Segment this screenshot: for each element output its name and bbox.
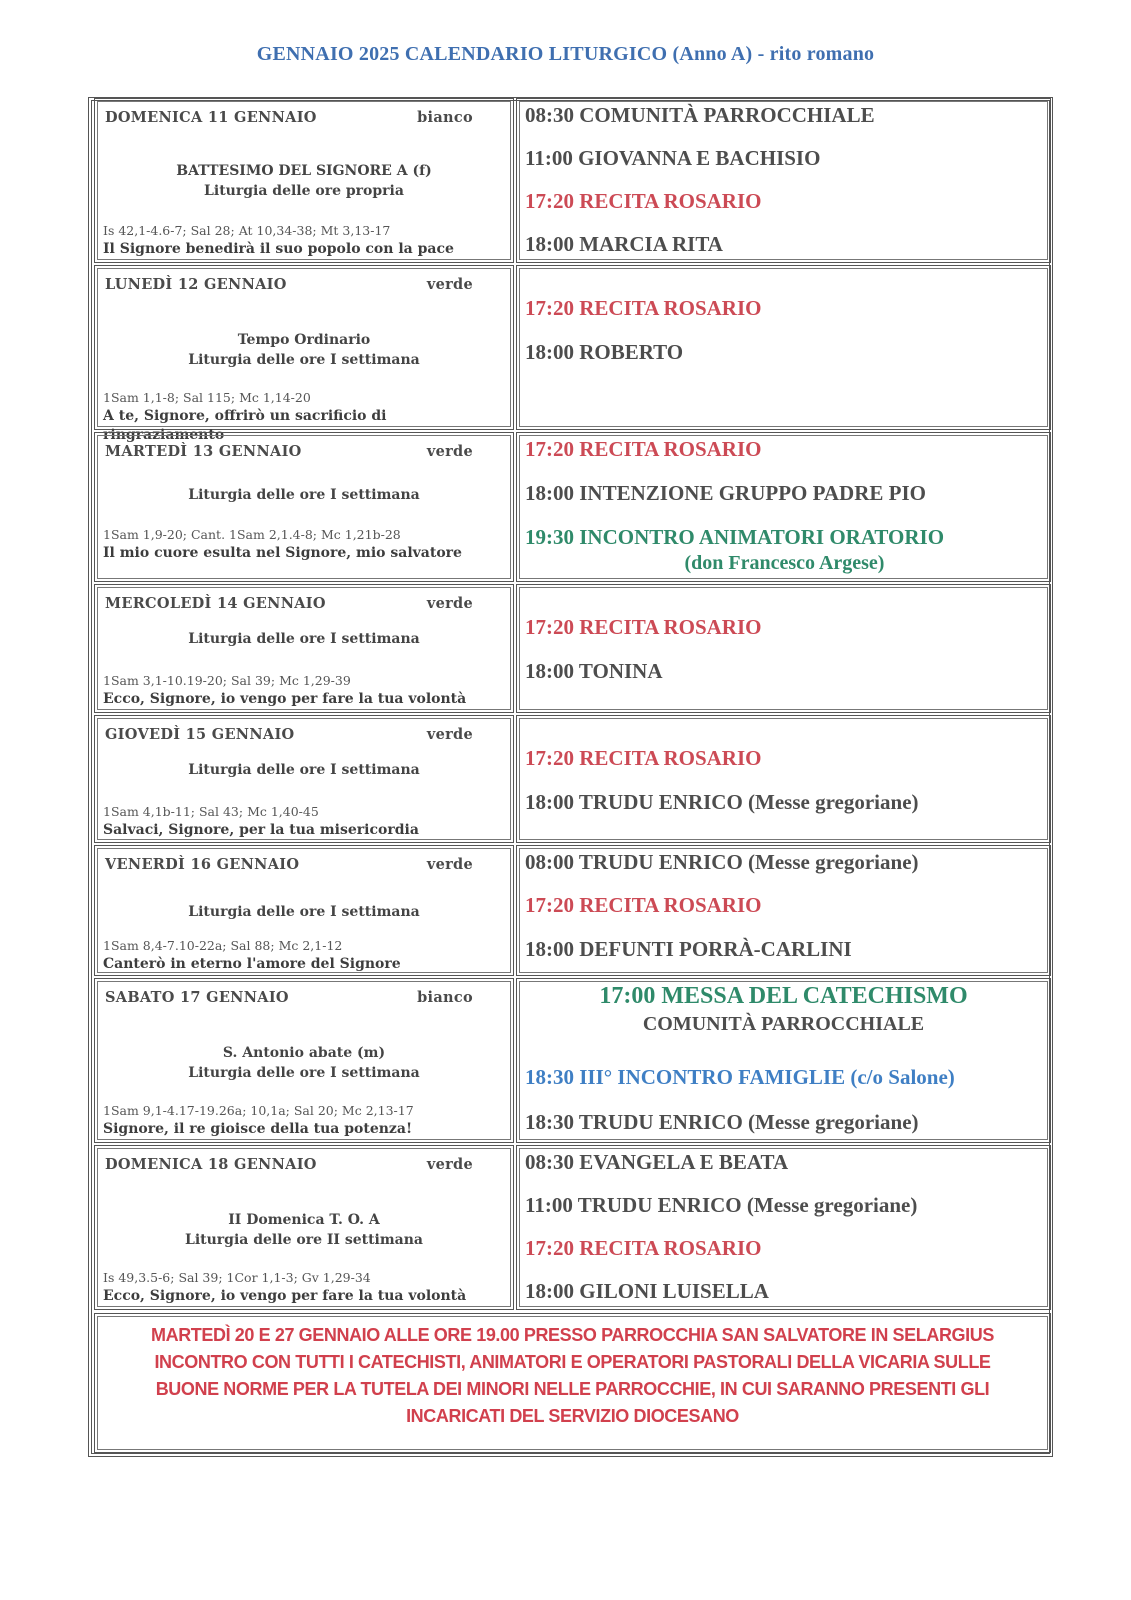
day-info-cell bbox=[94, 265, 514, 443]
readings-block bbox=[103, 525, 507, 563]
event-item bbox=[525, 790, 1044, 815]
psalm-antiphon: Il Signore benedirà il suo popolo con la pace bbox=[103, 241, 454, 257]
event-item bbox=[525, 189, 1044, 214]
day-info-cell bbox=[94, 715, 514, 843]
event-text: 17:20 RECITA ROSARIO bbox=[525, 615, 762, 639]
readings-block bbox=[103, 1268, 507, 1306]
notice-line: MARTEDÌ 20 E 27 GENNAIO ALLE ORE 19.00 PRESSO PARROCCHIA SAN SALVATORE IN SELARGIUS bbox=[151, 1325, 994, 1345]
feast-line: II Domenica T. O. A bbox=[228, 1212, 380, 1228]
event-item bbox=[525, 146, 1044, 171]
event-text: 17:20 RECITA ROSARIO bbox=[525, 296, 762, 320]
title-subtitle: - rito romano bbox=[757, 43, 875, 65]
day-name: DOMENICA 18 GENNAIO bbox=[105, 1156, 317, 1173]
notice-line: INCARICATI DEL SERVIZIO DIOCESANO bbox=[406, 1406, 739, 1426]
event-text: 11:00 TRUDU ENRICO (Messe gregoriane) bbox=[525, 1193, 918, 1217]
event-item bbox=[525, 103, 1044, 128]
event-item bbox=[525, 1150, 1044, 1175]
event-text: 08:00 TRUDU ENRICO (Messe gregoriane) bbox=[525, 850, 919, 874]
readings: Is 49,3.5-6; Sal 39; 1Cor 1,1-3; Gv 1,29-34 bbox=[103, 1270, 371, 1285]
feast-line: Liturgia delle ore propria bbox=[204, 183, 404, 199]
event-item bbox=[525, 659, 1044, 684]
readings: 1Sam 8,4-7.10-22a; Sal 88; Mc 2,1-12 bbox=[103, 938, 343, 953]
psalm-antiphon: A te, Signore, offrirò un sacrificio di ringraziamento bbox=[103, 408, 387, 443]
liturgical-color: bianco bbox=[417, 989, 473, 1006]
readings: 1Sam 1,1-8; Sal 115; Mc 1,14-20 bbox=[103, 390, 311, 405]
event-text: 18:00 INTENZIONE GRUPPO PADRE PIO bbox=[525, 481, 926, 505]
title-main: GENNAIO 2025 CALENDARIO LITURGICO (Anno A) bbox=[256, 43, 753, 65]
day-header bbox=[105, 443, 503, 460]
notice-box bbox=[94, 1313, 1051, 1453]
liturgical-color: bianco bbox=[417, 109, 473, 126]
day-events-cell bbox=[516, 265, 1051, 430]
day-name: DOMENICA 11 GENNAIO bbox=[105, 109, 317, 126]
event-item bbox=[525, 893, 1044, 918]
psalm-antiphon: Canterò in eterno l'amore del Signore bbox=[103, 956, 401, 972]
event-text: 18:00 TRUDU ENRICO (Messe gregoriane) bbox=[525, 790, 919, 814]
feast-line: Liturgia delle ore I settimana bbox=[188, 904, 420, 920]
event-item bbox=[525, 1193, 1044, 1218]
readings: 1Sam 9,1-4.17-19.26a; 10,1a; Sal 20; Mc 2,13-17 bbox=[103, 1103, 414, 1118]
event-text: 08:30 COMUNITÀ PARROCCHIALE bbox=[525, 103, 875, 127]
event-item bbox=[517, 983, 1050, 1010]
feast-line: S. Antonio abate (m) bbox=[222, 1045, 386, 1061]
day-info-cell bbox=[94, 432, 514, 582]
event-text: 08:30 EVANGELA E BEATA bbox=[525, 1150, 789, 1174]
feast-info bbox=[95, 760, 513, 780]
readings-block bbox=[103, 221, 507, 259]
day-events-cell bbox=[516, 978, 1051, 1143]
day-name: LUNEDÌ 12 GENNAIO bbox=[105, 276, 287, 293]
event-item bbox=[525, 1236, 1044, 1261]
event-item bbox=[525, 850, 1044, 875]
feast-line: Liturgia delle ore I settimana bbox=[188, 631, 420, 647]
readings: Is 42,1-4.6-7; Sal 28; At 10,34-38; Mt 3,13-17 bbox=[103, 223, 391, 238]
day-events-cell bbox=[516, 715, 1051, 843]
day-info-cell bbox=[94, 1145, 514, 1310]
event-item bbox=[525, 746, 1044, 771]
event-text: 17:20 RECITA ROSARIO bbox=[525, 893, 762, 917]
day-info-cell bbox=[94, 98, 514, 263]
feast-line: Liturgia delle ore I settimana bbox=[188, 487, 420, 503]
event-text: 17:20 RECITA ROSARIO bbox=[525, 189, 762, 213]
feast-info bbox=[95, 161, 513, 201]
event-text: COMUNITÀ PARROCCHIALE bbox=[642, 1013, 925, 1035]
event-item bbox=[525, 1065, 1044, 1090]
day-events-cell bbox=[516, 1145, 1051, 1310]
event-item bbox=[525, 296, 1044, 321]
day-header bbox=[105, 109, 503, 126]
liturgical-color: verde bbox=[426, 1156, 473, 1173]
psalm-antiphon: Ecco, Signore, io vengo per fare la tua volontà bbox=[103, 1288, 467, 1304]
day-name: VENERDÌ 16 GENNAIO bbox=[105, 856, 300, 873]
event-text: 11:00 GIOVANNA E BACHISIO bbox=[525, 146, 821, 170]
event-item bbox=[525, 615, 1044, 640]
feast-info bbox=[95, 629, 513, 649]
feast-info bbox=[95, 902, 513, 922]
readings: 1Sam 3,1-10.19-20; Sal 39; Mc 1,29-39 bbox=[103, 673, 351, 688]
event-item bbox=[525, 1110, 1044, 1135]
event-text: 18:00 GILONI LUISELLA bbox=[525, 1279, 769, 1303]
feast-line: Liturgia delle ore I settimana bbox=[188, 352, 420, 368]
event-text: 18:00 TONINA bbox=[525, 659, 663, 683]
readings-block bbox=[103, 936, 507, 974]
day-header bbox=[105, 595, 503, 612]
feast-info bbox=[95, 330, 513, 370]
event-text: 18:30 TRUDU ENRICO (Messe gregoriane) bbox=[525, 1110, 919, 1134]
day-header bbox=[105, 989, 503, 1006]
liturgical-color: verde bbox=[426, 726, 473, 743]
event-text: 17:20 RECITA ROSARIO bbox=[525, 746, 762, 770]
psalm-antiphon: Signore, il re gioisce della tua potenza! bbox=[103, 1121, 413, 1137]
liturgical-color: verde bbox=[426, 443, 473, 460]
page-title bbox=[0, 43, 1131, 66]
event-item bbox=[525, 481, 1044, 506]
psalm-antiphon: Il mio cuore esulta nel Signore, mio salvatore bbox=[103, 545, 462, 561]
event-item bbox=[525, 937, 1044, 962]
day-events-cell bbox=[516, 845, 1051, 976]
psalm-antiphon: Salvaci, Signore, per la tua misericordia bbox=[103, 822, 419, 838]
day-header bbox=[105, 276, 503, 293]
event-text: 17:20 RECITA ROSARIO bbox=[525, 437, 762, 461]
feast-info bbox=[95, 485, 513, 505]
day-header bbox=[105, 856, 503, 873]
psalm-antiphon: Ecco, Signore, io vengo per fare la tua volontà bbox=[103, 691, 467, 707]
feast-info bbox=[95, 1210, 513, 1250]
feast-line: Liturgia delle ore I settimana bbox=[188, 762, 420, 778]
day-events-cell bbox=[516, 432, 1051, 582]
feast-line: BATTESIMO DEL SIGNORE A (f) bbox=[176, 163, 432, 179]
event-text: 18:00 DEFUNTI PORRÀ-CARLINI bbox=[525, 937, 852, 961]
day-name: MERCOLEDÌ 14 GENNAIO bbox=[105, 595, 326, 612]
day-info-cell bbox=[94, 584, 514, 713]
day-name: MARTEDÌ 13 GENNAIO bbox=[105, 443, 302, 460]
day-header bbox=[105, 726, 503, 743]
event-item bbox=[525, 437, 1044, 462]
day-info-cell bbox=[94, 845, 514, 976]
day-name: GIOVEDÌ 15 GENNAIO bbox=[105, 726, 295, 743]
feast-line: Tempo Ordinario bbox=[237, 332, 371, 348]
readings-block bbox=[103, 802, 507, 840]
notice-line: INCONTRO CON TUTTI I CATECHISTI, ANIMATORI E OPERATORI PASTORALI DELLA VICARIA SULLE bbox=[154, 1352, 991, 1372]
day-name: SABATO 17 GENNAIO bbox=[105, 989, 289, 1006]
liturgical-color: verde bbox=[426, 595, 473, 612]
readings: 1Sam 1,9-20; Cant. 1Sam 2,1.4-8; Mc 1,21b-28 bbox=[103, 527, 401, 542]
notice-line: BUONE NORME PER LA TUTELA DEI MINORI NELLE PARROCCHIE, IN CUI SARANNO PRESENTI GLI bbox=[155, 1379, 990, 1399]
readings-block bbox=[103, 1101, 507, 1139]
readings-block bbox=[103, 671, 507, 709]
event-text: 19:30 INCONTRO ANIMATORI ORATORIO bbox=[525, 525, 945, 549]
event-item bbox=[525, 1279, 1044, 1304]
feast-line: Liturgia delle ore I settimana bbox=[188, 1065, 420, 1081]
event-item bbox=[525, 232, 1044, 257]
event-text: 17:00 MESSA DEL CATECHISMO bbox=[599, 983, 968, 1009]
feast-line: Liturgia delle ore II settimana bbox=[185, 1232, 423, 1248]
event-text: 18:00 MARCIA RITA bbox=[525, 232, 723, 256]
notice-text bbox=[95, 1314, 1050, 1430]
day-events-cell bbox=[516, 584, 1051, 713]
day-events-cell bbox=[516, 98, 1051, 263]
event-text: 18:30 III° INCONTRO FAMIGLIE (c/o Salone) bbox=[525, 1065, 955, 1089]
readings: 1Sam 4,1b-11; Sal 43; Mc 1,40-45 bbox=[103, 804, 319, 819]
feast-info bbox=[95, 1043, 513, 1083]
day-info-cell bbox=[94, 978, 514, 1143]
event-note: (don Francesco Argese) bbox=[684, 552, 885, 574]
event-text: 18:00 ROBERTO bbox=[525, 340, 684, 364]
event-item bbox=[525, 340, 1044, 365]
liturgical-color: verde bbox=[426, 856, 473, 873]
day-header bbox=[105, 1156, 503, 1173]
event-text: 17:20 RECITA ROSARIO bbox=[525, 1236, 762, 1260]
liturgical-color: verde bbox=[426, 276, 473, 293]
event-item bbox=[517, 1013, 1050, 1036]
event-item bbox=[525, 525, 1044, 575]
